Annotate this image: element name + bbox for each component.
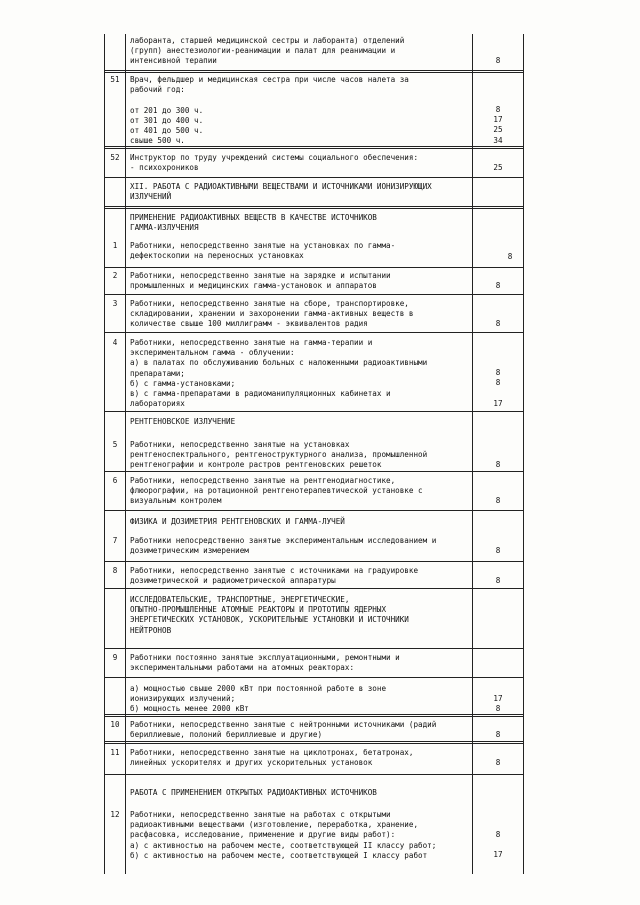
table-row (105, 744, 523, 774)
subsection-heading (105, 412, 523, 432)
table-row (105, 807, 523, 873)
row-number: 12 (110, 810, 120, 819)
row-value: 8 17 (493, 830, 503, 860)
row-text: Работники постоянно занятые эксплуатационными, ремонтными и экспериментальными работами на атомных реакторах: (130, 653, 400, 673)
row-number: 2 (112, 271, 118, 280)
row-value: 8 8 17 (493, 368, 503, 408)
table-row (105, 649, 523, 675)
subsection-heading (105, 775, 523, 795)
row-value: 8 (495, 496, 501, 505)
section-heading (105, 178, 523, 208)
table-row (105, 241, 523, 266)
subsection-heading-text: РЕНТГЕНОВСКОЕ ИЗЛУЧЕНИЕ (130, 417, 236, 426)
subsection-heading-text: ФИЗИКА И ДОЗИМЕТРИЯ РЕНТГЕНОВСКИХ И ГАММА-ЛУЧЕЙ (130, 517, 345, 526)
row-text: Работники непосредственно занятые экспериментальным исследованием и дозиметрическим измерением (130, 536, 437, 556)
table-row (105, 678, 523, 712)
row-value: 8 (495, 546, 501, 555)
row-value: 8 (495, 730, 501, 739)
row-value: 8 17 25 34 (493, 105, 503, 145)
row-number: 1 (112, 241, 118, 250)
subsection-heading (105, 511, 523, 531)
table-row (105, 534, 523, 562)
table-row (105, 295, 523, 331)
row-value: 8 (507, 252, 513, 261)
row-text: Работники, непосредственно занятые на циклотронах, бетатронах, линейных ускорителях и других ускорительных установок (130, 748, 414, 768)
row-text: Врач, фельдшер и медицинская сестра при числе часов налета за рабочий год: от 201 до 300 ч. от 301 до 400 ч. от 401 до 500 ч. свыше 500 ч. (130, 75, 409, 146)
table-row (105, 562, 523, 588)
row-text: Работники, непосредственно занятые на установках рентгеноспектрального, рентгеноструктурного анализа, промышленной рентгенографии и контроле растров рентгеновских решеток (130, 440, 428, 470)
row-text: Работники, непосредственно занятые на работах с открытыми радиоактивными веществами (изготовление, переработка, хранение, расфасовка, исследование, применение и другие виды работ): а) с активностью на рабочем месте, соответствующей II классу работ; б) с активностью на рабочем месте, соответствующей I классу работ (130, 810, 437, 860)
row-text: а) мощностью свыше 2000 кВт при постоянной работе в зоне ионизирующих излучений; б) мощность менее 2000 кВт (130, 684, 387, 714)
row-text: Работники, непосредственно занятые с нейтронными источниками (радий бериллиевые, полоний бериллиевые и другие) (130, 720, 437, 740)
row-number: 7 (112, 536, 118, 545)
subsection-heading-text: ПРИМЕНЕНИЕ РАДИОАКТИВНЫХ ВЕЩЕСТВ В КАЧЕСТВЕ ИСТОЧНИКОВ ГАММА-ИЗЛУЧЕНИЯ (130, 213, 377, 233)
row-number: 11 (110, 748, 120, 757)
row-number: 5 (112, 440, 118, 449)
row-text: Работники, непосредственно занятые на установках по гамма- дефектоскопии на переносных установках (130, 241, 396, 261)
row-text: Работники, непосредственно занятые на зарядке и испытании промышленных и медицинских гамма-установок и аппаратов (130, 271, 391, 291)
row-number: 4 (112, 338, 118, 347)
row-value: 8 (495, 281, 501, 290)
row-number: 6 (112, 476, 118, 485)
row-value: 17 8 (493, 694, 503, 714)
subsection-heading-text: РАБОТА С ПРИМЕНЕНИЕМ ОТКРЫТЫХ РАДИОАКТИВНЫХ ИСТОЧНИКОВ (130, 788, 377, 797)
subsection-heading-text: ИССЛЕДОВАТЕЛЬСКИЕ, ТРАНСПОРТНЫЕ, ЭНЕРГЕТИЧЕСКИЕ, ОПЫТНО-ПРОМЫШЛЕННЫЕ АТОМНЫЕ РЕАКТОРЫ И ПРОТОТИПЫ ЯДЕРНЫХ ЭНЕРГЕТИЧЕСКИХ УСТАНОВОК, УСКОРИТЕЛЬНЫЕ УСТАНОВКИ И ИСТОЧНИКИ НЕЙТРОНОВ (130, 595, 409, 635)
row-value: 8 (495, 758, 501, 767)
row-number: 9 (112, 653, 118, 662)
table-row (105, 472, 523, 508)
row-text: Работники, непосредственно занятые на сборе, транспортировке, складировании, хранении и захоронении гамма-активных веществ в количестве свыше 100 миллиграмм - эквивалентов радия (130, 299, 414, 329)
row-number: 3 (112, 299, 118, 308)
row-value: 8 (495, 56, 501, 65)
row-text: лаборанта, старшей медицинской сестры и лаборанта) отделений (групп) анестезиологии-реанимации и палат для реанимации и интенсивной терапии (130, 36, 405, 66)
row-number: 8 (112, 566, 118, 575)
row-text: Инструктор по труду учреждений системы социального обеспечения: - психохроников (130, 153, 419, 173)
row-value: 25 (493, 163, 503, 172)
table-row (105, 34, 523, 70)
row-number: 51 (110, 75, 120, 84)
subsection-heading (105, 589, 523, 649)
row-number: 52 (110, 153, 120, 162)
table-row (105, 333, 523, 409)
row-text: Работники, непосредственно занятые с источниками на градуировке дозиметрической и радиометрической аппаратуры (130, 566, 419, 586)
row-text: Работники, непосредственно занятые на рентгенодиагностике, флюорографии, на ротационной рентгенотерапевтической установке с визуальным контролем (130, 476, 423, 506)
table-row (105, 149, 523, 179)
row-value: 8 (495, 460, 501, 469)
row-number: 10 (110, 720, 120, 729)
section-heading-text: XII. РАБОТА С РАДИОАКТИВНЫМИ ВЕЩЕСТВАМИ И ИСТОЧНИКАМИ ИОНИЗИРУЮЩИХ ИЗЛУЧЕНИЙ (130, 182, 432, 202)
benefits-table (104, 34, 524, 874)
table-row (105, 268, 523, 294)
row-text: Работники, непосредственно занятые на гамма-терапии и экспериментальном гамма - облучении: а) в палатах по обслуживанию больных с наложенными радиоактивными препаратами; б) с гамма-установками; в) с гамма-препаратами в радиоманипуляционных кабинетах и лабораториях (130, 338, 428, 409)
row-value: 8 (495, 576, 501, 585)
row-value: 8 (495, 319, 501, 328)
